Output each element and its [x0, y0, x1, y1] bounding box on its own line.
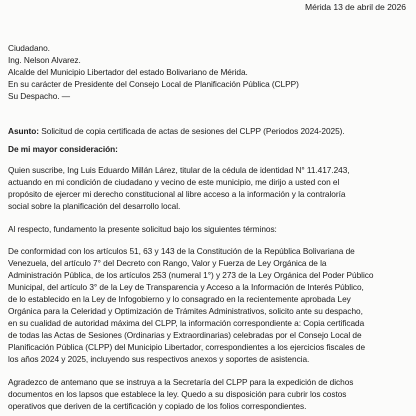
paragraph4-line-2: documentos en los lapsos que establece la ley. Quedo a su disposición para cubrir los costos	[8, 389, 347, 399]
recipient-line-5: Su Despacho. —	[8, 91, 71, 101]
recipient-line-1: Ciudadano.	[8, 43, 50, 53]
paragraph3-line-5: de lo establecido en la Ley de Infogobierno y lo consagrado en la recientemente aprobada Ley	[8, 294, 351, 304]
subject-line	[8, 126, 345, 136]
paragraph1-line-2: actuando en mi condición de ciudadano y vecino de este municipio, me dirijo a usted con el	[8, 177, 340, 187]
recipient-line-2: Ing. Nelson Alvarez.	[8, 55, 81, 65]
paragraph3-line-3: Administración Pública, de los artículos 253 (numeral 1°) y 273 de la Ley Orgánica del Poder Público	[8, 270, 374, 280]
paragraph3-line-1: De conformidad con los artículos 51, 63 y 143 de la Constitución de la República Bolivariana de	[8, 246, 355, 256]
paragraph3-line-7: en su cualidad de autoridad máxima del CLPP, la información correspondiente a: Copia certificada	[8, 318, 365, 328]
paragraph3-line-6: Orgánica para la Celeridad y Optimización de Trámites Administrativos, solicito ante su despacho,	[8, 306, 363, 316]
paragraph1-line-4: social sobre la planificación del desarrollo local.	[8, 201, 181, 211]
recipient-line-4: En su carácter de Presidente del Consejo Local de Planificación Pública (CLPP)	[8, 79, 299, 89]
paragraph3-line-10: los años 2024 y 2025, incluyendo sus respectivos anexos y soportes de asistencia.	[8, 354, 310, 364]
recipient-line-3: Alcalde del Municipio Libertador del estado Bolivariano de Mérida.	[8, 67, 248, 77]
paragraph3-line-9: Planificación Pública (CLPP) del Municipio Libertador, correspondientes a los ejercicios fiscales de	[8, 342, 366, 352]
paragraph3-line-8: de todas las Actas de Sesiones (Ordinarias y Extraordinarias) celebradas por el Consejo Local de	[8, 330, 362, 340]
paragraph1-line-3: propósito de ejercer mi derecho constitucional al libre acceso a la información y la contraloría	[8, 189, 346, 199]
paragraph4-line-3: operativos que deriven de la certificación y copiado de los folios correspondientes.	[8, 401, 307, 411]
paragraph3-line-4: Municipal, del artículo 3° de la Ley de Transparencia y Acceso a la Información de Interés Público,	[8, 282, 364, 292]
salutation: De mi mayor consideración:	[8, 144, 118, 154]
paragraph4-line-1: Agradezco de antemano que se instruya a la Secretaría del CLPP para la expedición de dichos	[8, 377, 354, 387]
paragraph3-line-2: Venezuela, del artículo 7° del Decreto con Rango, Valor y Fuerza de Ley Orgánica de la	[8, 258, 327, 268]
letter-date: Mérida 13 de abril de 2026	[305, 2, 406, 12]
paragraph2-line-1: Al respecto, fundamento la presente solicitud bajo los siguientes términos:	[8, 224, 277, 234]
subject-text: Solicitud de copia certificada de actas de sesiones del CLPP (Periodos 2024-2025).	[41, 126, 345, 136]
subject-label: Asunto:	[8, 126, 39, 136]
paragraph1-line-1: Quien suscribe, Ing Luis Eduardo Millán Lárez, titular de la cédula de identidad N° 11.417.243,	[8, 165, 350, 175]
